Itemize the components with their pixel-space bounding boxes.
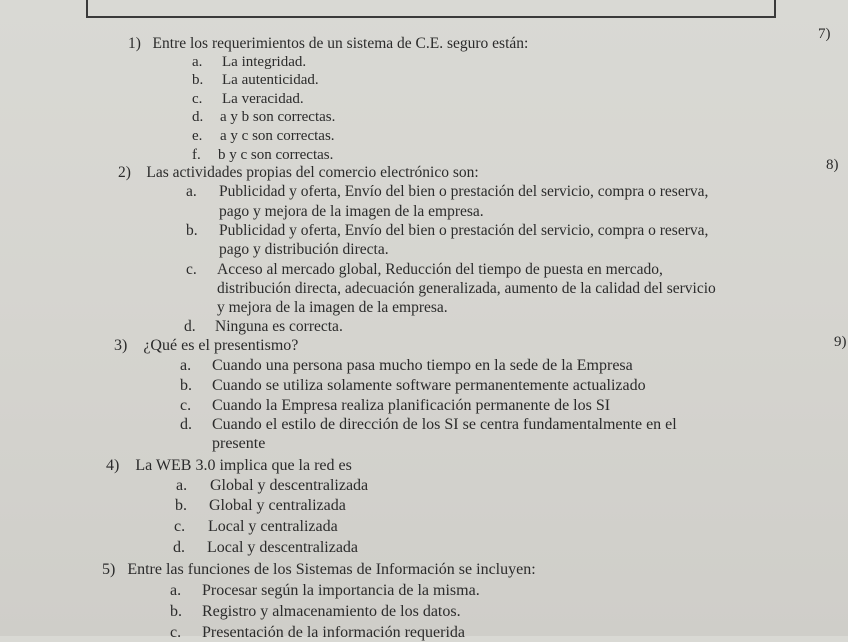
option-1e — [192, 127, 335, 145]
option-1f — [192, 146, 333, 164]
option-letter: c. — [186, 261, 197, 278]
question-1 — [128, 35, 528, 53]
option-text: Local y centralizada — [208, 518, 338, 535]
option-text: b y c son correctas. — [218, 147, 334, 163]
option-text: Acceso al mercado global, Reducción del tiempo de puesta en mercado, — [217, 261, 663, 278]
option-4a — [176, 477, 368, 495]
option-letter: d. — [184, 318, 196, 335]
option-letter: d. — [180, 416, 192, 433]
question-text: Entre las funciones de los Sistemas de Información se incluyen: — [127, 561, 536, 578]
option-letter: b. — [180, 377, 192, 394]
top-border-line — [88, 16, 776, 18]
option-letter: a. — [176, 477, 188, 494]
option-text: Presentación de la información requerida — [202, 624, 465, 641]
option-text: presente — [212, 435, 266, 452]
option-letter: c. — [180, 397, 192, 414]
question-number: 5) — [102, 561, 116, 578]
option-5c — [170, 624, 465, 642]
question-number: 1) — [128, 35, 141, 52]
question-4 — [106, 457, 352, 475]
question-5 — [102, 561, 536, 579]
option-2c — [186, 261, 663, 279]
option-3d — [180, 416, 677, 434]
option-3c — [180, 397, 610, 415]
option-text: La integridad. — [222, 54, 307, 70]
option-text: Local y descentralizada — [207, 539, 359, 556]
question-number: 4) — [106, 457, 120, 474]
option-text: Global y descentralizada — [210, 477, 369, 494]
option-letter: d. — [192, 109, 204, 125]
option-text: pago y mejora de la imagen de la empresa. — [219, 203, 484, 220]
option-text: Cuando una persona pasa mucho tiempo en la sede de la Empresa — [212, 357, 633, 374]
option-4b — [175, 497, 346, 515]
question-number: 3) — [114, 337, 128, 354]
option-letter: a. — [192, 54, 203, 70]
option-1a — [192, 53, 306, 71]
option-text: y mejora de la imagen de la empresa. — [217, 299, 448, 316]
option-letter: b. — [175, 497, 187, 514]
option-text: Cuando se utiliza solamente software permanentemente actualizado — [212, 377, 646, 394]
option-5a — [170, 582, 480, 600]
option-text: Procesar según la importancia de la misma. — [202, 582, 480, 599]
option-2a — [186, 183, 708, 201]
option-letter: d. — [173, 539, 185, 556]
option-text: La autenticidad. — [222, 72, 319, 88]
option-text: Publicidad y oferta, Envío del bien o prestación del servicio, compra o reserva, — [219, 183, 709, 200]
question-text: La WEB 3.0 implica que la red es — [135, 457, 352, 474]
option-text: Cuando la Empresa realiza planificación permanente de los SI — [212, 397, 611, 414]
option-text: Global y centralizada — [209, 497, 346, 514]
option-2b-cont — [219, 241, 389, 259]
option-text: distribución directa, adecuación generalizada, aumento de la calidad del servicio — [217, 280, 716, 297]
option-2c-cont2 — [217, 299, 448, 317]
option-letter: e. — [192, 128, 203, 144]
option-1b — [192, 71, 319, 89]
side-number-9: 9) — [834, 334, 847, 350]
option-5b — [170, 603, 461, 621]
option-text: Ninguna es correcta. — [215, 318, 343, 335]
option-text: Registro y almacenamiento de los datos. — [202, 603, 461, 620]
option-text: a y c son correctas. — [220, 128, 335, 144]
option-4d — [173, 539, 358, 557]
option-3b — [180, 377, 646, 395]
option-letter: a. — [170, 582, 182, 599]
question-number: 2) — [118, 164, 131, 181]
option-text: pago y distribución directa. — [219, 241, 389, 258]
option-text: a y b son correctas. — [220, 109, 336, 125]
question-2 — [118, 164, 479, 182]
option-text: Cuando el estilo de dirección de los SI se centra fundamentalmente en el — [212, 416, 677, 433]
option-letter: a. — [186, 183, 197, 200]
question-text: ¿Qué es el presentismo? — [143, 337, 299, 354]
option-letter: f. — [192, 147, 201, 163]
option-letter: b. — [170, 603, 182, 620]
option-2d — [184, 318, 343, 336]
option-4c — [174, 518, 338, 536]
question-3 — [114, 337, 298, 355]
option-text: Publicidad y oferta, Envío del bien o prestación del servicio, compra o reserva, — [219, 222, 709, 239]
option-1c — [192, 90, 304, 108]
option-letter: c. — [170, 624, 182, 641]
option-letter: b. — [186, 222, 198, 239]
question-text: Entre los requerimientos de un sistema de C.E. seguro están: — [152, 35, 529, 52]
option-3d-cont — [212, 435, 265, 453]
option-1d — [192, 108, 335, 126]
side-number-8: 8) — [826, 157, 839, 173]
option-letter: b. — [192, 72, 204, 88]
option-text: La veracidad. — [222, 91, 304, 107]
side-number-7: 7) — [818, 26, 831, 42]
option-3a — [180, 357, 633, 375]
option-2b — [186, 222, 708, 240]
question-text: Las actividades propias del comercio electrónico son: — [146, 164, 479, 181]
option-letter: c. — [192, 91, 203, 107]
option-letter: c. — [174, 518, 186, 535]
option-2a-cont — [219, 203, 484, 221]
option-2c-cont1 — [217, 280, 716, 298]
option-letter: a. — [180, 357, 192, 374]
